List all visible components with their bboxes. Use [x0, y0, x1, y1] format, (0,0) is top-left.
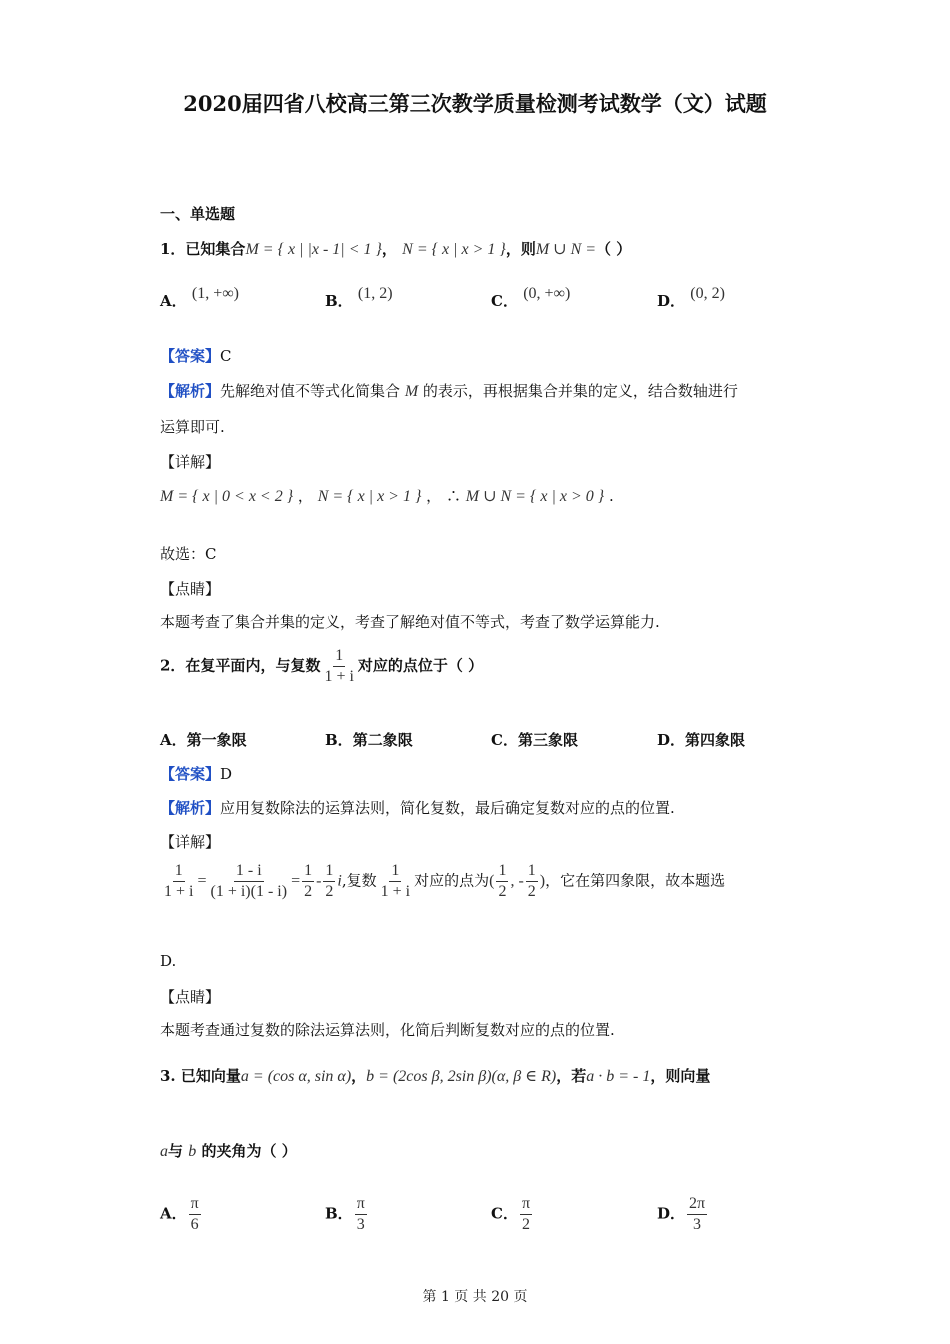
option-label: C．	[491, 292, 518, 310]
comma: , -	[510, 872, 524, 890]
question-1-union: M ∪ N =	[535, 241, 597, 258]
q2-analysis	[160, 797, 675, 818]
detail-text: ,复数	[341, 871, 377, 890]
q1-analysis-cont: 运算即可.	[160, 418, 225, 436]
frac-num: 1	[526, 862, 538, 882]
option-label: C．	[491, 1204, 518, 1223]
question-3-prefix: 3. 已知向量	[160, 1067, 241, 1085]
section-heading: 一、单选题	[160, 205, 236, 223]
option-value: 第一象限	[186, 731, 247, 749]
detail-set-m: M = { x | 0 < x < 2 }	[160, 488, 294, 505]
question-1-paren: （ ）	[596, 240, 632, 258]
frac-den: 1 + i	[380, 883, 411, 900]
detail-sep: ，	[297, 487, 313, 505]
q1-option-a	[160, 285, 239, 311]
question-1-set-m: M = { x | |x - 1| < 1 }	[245, 241, 382, 258]
frac-num: 2π	[687, 1195, 707, 1215]
q1-comment: 本题考查了集合并集的定义，考查了解绝对值不等式，考查了数学运算能力.	[160, 613, 660, 631]
question-2-fraction	[322, 647, 355, 686]
q1-option-c	[491, 285, 571, 311]
vector-b-symbol: b	[188, 1143, 197, 1160]
q3-option-c	[491, 1195, 534, 1234]
option-label: B．	[325, 731, 353, 749]
q2-comment: 本题考查通过复数的除法运算法则，化简后判断复数对应的点的位置.	[160, 1021, 615, 1039]
frac-den: 1 + i	[164, 883, 194, 900]
condition-prefix: ，若	[556, 1067, 587, 1085]
analysis-text: 应用复数除法的运算法则，简化复数，最后确定复数对应的点的位置.	[220, 799, 675, 817]
option-label: A．	[160, 292, 187, 310]
option-label: D．	[657, 731, 686, 749]
frac-den: (1 + i)(1 - i)	[210, 883, 288, 900]
option-value: (1, +∞)	[191, 285, 239, 302]
q1-answer	[160, 345, 232, 366]
answer-tag: 【答案】	[160, 765, 221, 783]
detail-fraction	[323, 862, 335, 901]
q2-detail-tag: 【详解】	[160, 833, 221, 851]
frac-num: 1	[496, 862, 508, 882]
question-3-line2	[160, 1140, 297, 1161]
option-fraction	[687, 1195, 707, 1234]
connector: 与	[168, 1142, 184, 1160]
equals: =	[291, 872, 301, 890]
imag-unit: i	[337, 872, 342, 890]
question-1-set-n: N = { x | x > 1 }	[402, 241, 506, 258]
paren: (	[489, 872, 495, 890]
frac-num: 1	[302, 862, 314, 882]
q1-detail	[160, 485, 614, 506]
frac-den: 2	[527, 883, 536, 900]
q1-option-b	[325, 285, 393, 311]
page-title: 2020届四省八校高三第三次教学质量检测考试数学（文）试题	[183, 91, 767, 116]
q3-option-b	[325, 1195, 369, 1234]
detail-set-n: N = { x | x > 1 }	[317, 488, 422, 505]
q2-option-b	[325, 729, 413, 750]
frac-num: 1	[389, 862, 401, 882]
option-label: A．	[160, 731, 187, 749]
frac-den: 2	[325, 883, 334, 900]
detail-sep: ，	[426, 487, 442, 505]
question-1-prefix: 1．已知集合	[160, 240, 246, 258]
q2-detail-end: D.	[160, 952, 177, 970]
frac-den: 3	[693, 1216, 702, 1233]
vector-b: b = (2cos β, 2sin β)(α, β ∈ R)	[366, 1068, 557, 1085]
q2-option-d	[657, 729, 745, 750]
option-label: D．	[657, 292, 686, 310]
q2-comment-tag: 【点睛】	[160, 988, 221, 1006]
detail-fraction	[162, 862, 195, 901]
equals: =	[197, 872, 207, 890]
detail-text: 对应的点为	[414, 871, 490, 890]
q1-comment-tag: 【点睛】	[160, 580, 221, 598]
frac-num: 1	[323, 862, 335, 882]
answer-value: D	[220, 765, 233, 783]
detail-fraction	[526, 862, 538, 901]
question-3	[160, 1065, 710, 1086]
detail-fraction	[379, 862, 412, 901]
frac-den: 3	[356, 1216, 365, 1233]
detail-end: .	[608, 487, 614, 505]
frac-den: 2	[498, 883, 507, 900]
frac-num: π	[189, 1195, 201, 1215]
option-label: D．	[657, 1204, 686, 1223]
question-2	[160, 647, 483, 686]
frac-num: 1	[333, 647, 345, 667]
detail-fraction	[496, 862, 508, 901]
option-value: (0, 2)	[690, 285, 725, 302]
option-value: (0, +∞)	[523, 285, 571, 302]
vector-a-symbol: a	[160, 1143, 168, 1160]
option-fraction	[355, 1195, 367, 1234]
frac-den: 2	[304, 883, 313, 900]
analysis-tag: 【解析】	[160, 382, 221, 400]
q1-choose: 故选：C	[160, 545, 217, 563]
detail-text: ，它在第四象限，故本题选	[545, 871, 726, 890]
separator: ，	[351, 1067, 367, 1085]
minus: -	[316, 872, 322, 890]
option-fraction	[189, 1195, 201, 1234]
dot-product-condition: a · b = - 1	[586, 1068, 651, 1085]
therefore-symbol: ∴	[445, 487, 461, 505]
question-1-comma: ，	[381, 240, 397, 258]
q3-option-a	[160, 1195, 203, 1234]
frac-den: 6	[190, 1216, 199, 1233]
option-value: 第三象限	[517, 731, 578, 749]
q1-detail-tag: 【详解】	[160, 453, 221, 471]
analysis-tag: 【解析】	[160, 799, 221, 817]
analysis-symbol: M	[404, 383, 419, 400]
q2-detail	[160, 862, 725, 901]
answer-tag: 【答案】	[160, 347, 221, 365]
paren: )	[539, 872, 546, 890]
option-fraction	[520, 1195, 532, 1234]
frac-num: π	[520, 1195, 532, 1215]
option-label: A．	[160, 1204, 187, 1223]
question-1	[160, 238, 631, 259]
question-1-ask: ，则	[505, 240, 536, 258]
analysis-text: 先解绝对值不等式化简集合	[220, 382, 401, 400]
option-value: 第四象限	[685, 731, 746, 749]
page-footer: 第 1 页 共 20 页	[422, 1289, 528, 1305]
vector-a: a = (cos α, sin α)	[240, 1068, 352, 1085]
detail-fraction	[302, 862, 314, 901]
option-value: (1, 2)	[357, 285, 393, 302]
q1-option-d	[657, 285, 725, 311]
option-value: 第二象限	[352, 731, 413, 749]
frac-den: 1 + i	[324, 668, 354, 685]
frac-num: 1	[173, 862, 185, 882]
q2-option-a	[160, 729, 247, 750]
analysis-text: 的表示，再根据集合并集的定义，结合数轴进行	[422, 382, 738, 400]
detail-union: M ∪ N = { x | x > 0 }	[465, 488, 605, 505]
option-label: B．	[325, 292, 353, 310]
q2-answer	[160, 763, 232, 784]
answer-value: C	[220, 347, 232, 365]
frac-num: π	[355, 1195, 367, 1215]
option-label: C．	[491, 731, 518, 749]
question-2-suffix: 对应的点位于（ ）	[357, 656, 484, 675]
option-label: B．	[325, 1204, 353, 1223]
detail-fraction	[209, 862, 290, 901]
frac-den: 2	[521, 1216, 530, 1233]
q2-option-c	[491, 729, 578, 750]
question-3-end: 的夹角为（ ）	[201, 1142, 297, 1160]
q1-analysis	[160, 380, 738, 401]
q3-option-d	[657, 1195, 709, 1234]
question-2-prefix: 2．在复平面内，与复数	[160, 656, 321, 675]
question-3-suffix: ，则向量	[650, 1067, 711, 1085]
frac-num: 1 - i	[234, 862, 264, 882]
